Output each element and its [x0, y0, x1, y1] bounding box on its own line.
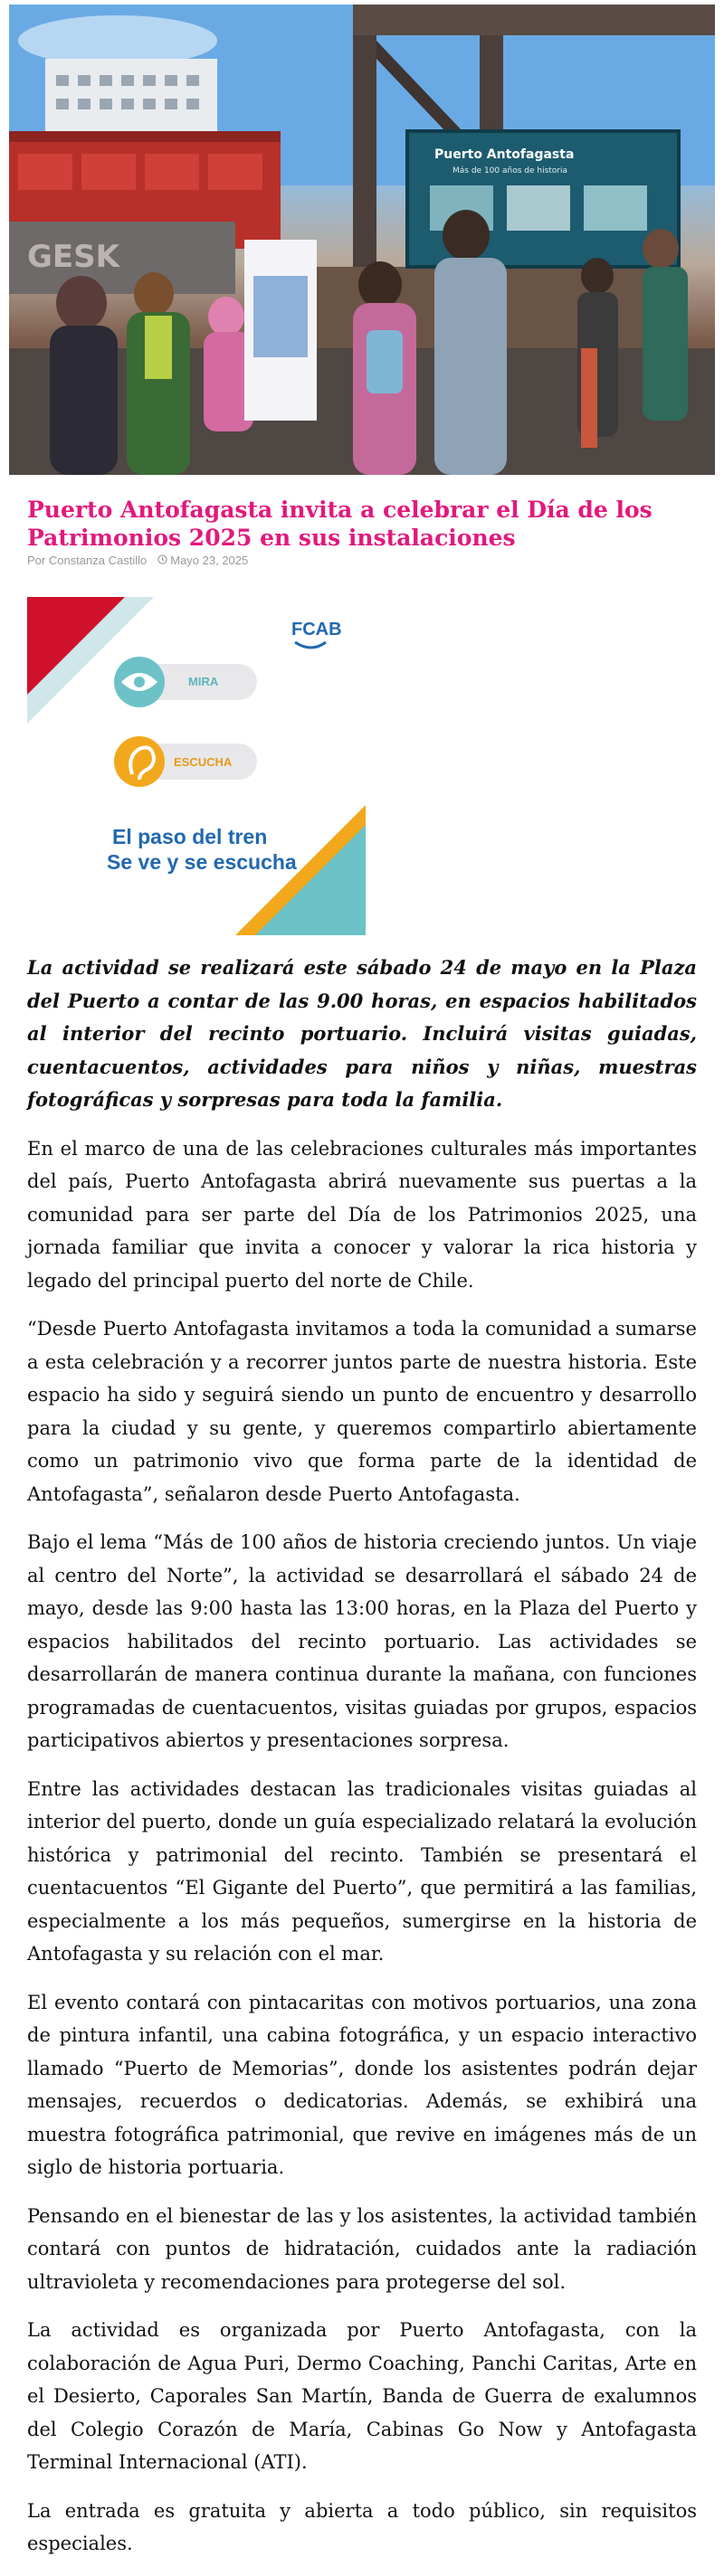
article-paragraph: “Desde Puerto Antofagasta invitamos a toda la comunidad a sumarse a esta celebración y a recorrer juntos parte de nuestra historia. Este espacio ha sido y seguirá siendo un punto de encuentro y desarrollo para la ciudad y su gente, y queremos compartirlo abiertamente como un patrimonio vivo que forma parte de la identidad de Antofagasta”, señalaron desde Puerto Antofagasta. — [27, 1318, 697, 1505]
article-paragraph: La entrada es gratuita y abierta a todo público, sin requisitos especiales. — [27, 2499, 697, 2554]
mira-label: MIRA — [188, 675, 219, 688]
hero-image — [9, 5, 715, 475]
promo-line-1: El paso del tren — [112, 825, 268, 848]
article-paragraph: Pensando en el bienestar de las y los asistentes, la actividad también contará con puntos de hidratación, cuidados ante la radiación ultravioleta y recomendaciones para protegerse del sol. — [27, 2204, 697, 2293]
article-paragraph: Entre las actividades destacan las tradicionales visitas guiadas al interior del puerto, donde un guía especializado relatará la evolución histórica y patrimonial del recinto. También se presentará el cuentacuentos “El Gigante del Puerto”, que permitirá a las familias, especialmente a los más pequeños, sumergirse en la historia de Antofagasta y su relación con el mar. — [27, 1777, 697, 1965]
promo-line-2: Se ve y se escucha — [107, 850, 297, 874]
promo-banner — [27, 597, 366, 935]
article-paragraph: Bajo el lema “Más de 100 años de historia creciendo juntos. Un viaje al centro del Norte”, la actividad se desarrollará el sábado 24 de mayo, desde las 9:00 hasta las 13:00 horas, en la Plaza del Puerto y espacios habilitados del recinto portuario. Las actividades se desarrollarán de manera continua durante la mañana, con funciones programadas de cuentacuentos, visitas guiadas por grupos, espacios participativos abiertos y presentaciones sorpresa. — [27, 1531, 697, 1751]
article-paragraph: En el marco de una de las celebraciones culturales más importantes del país, Puerto Antofagasta abrirá nuevamente sus puertas a la comunidad para ser parte del Día de los Patrimonios 2025, una jornada familiar que invita a conocer y valorar la rica historia y legado del principal puerto del norte de Chile. — [27, 1137, 697, 1292]
article-meta — [27, 554, 248, 567]
article-date: Mayo 23, 2025 — [170, 554, 249, 567]
hero-photo-illustration — [9, 5, 715, 475]
escucha-label: ESCUCHA — [174, 755, 233, 769]
article-body — [27, 952, 697, 2576]
clock-icon — [157, 554, 167, 567]
hero-sign-title: Puerto Antofagasta — [434, 147, 575, 162]
eye-icon — [114, 657, 165, 707]
article-paragraph: El evento contará con pintacaritas con motivos portuarios, una zona de pintura infantil, una cabina fotográfica, y un espacio interactivo llamado “Puerto de Memorias”, donde los asistentes podrán dejar mensajes, recuerdos o dedicatorias. Además, se exhibirá una muestra fotográfica patrimonial, que revive en imágenes más de un siglo de historia portuaria. — [27, 1991, 697, 2178]
hero-sign-subtitle: Más de 100 años de historia — [452, 166, 568, 175]
article-title: Puerto Antofagasta invita a celebrar el Día de los Patrimonios 2025 en sus instalaciones — [27, 497, 653, 551]
fcab-logo-text: FCAB — [291, 620, 342, 639]
author-link[interactable]: Por Constanza Castillo — [27, 554, 148, 567]
article-lead: La actividad se realizará este sábado 24 de mayo en la Plaza del Puerto a contar de las 9.00 horas, en espacios habilitados al interior del recinto portuario. Incluirá visitas guiadas, cuentacuentos, actividades para niños y niñas, muestras fotográficas y sorpresas para toda la familia. — [27, 956, 697, 1111]
fcab-logo-icon — [291, 620, 342, 648]
svg-text:GESK: GESK — [27, 239, 119, 275]
article-paragraph: La actividad es organizada por Puerto Antofagasta, con la colaboración de Agua Puri, Dermo Coaching, Panchi Caritas, Arte en el Desierto, Caporales San Martín, Banda de Guerra de exalumnos del Colegio Corazón de María, Cabinas Go Now y Antofagasta Terminal Internacional (ATI). — [27, 2319, 697, 2473]
ear-icon — [114, 736, 165, 787]
